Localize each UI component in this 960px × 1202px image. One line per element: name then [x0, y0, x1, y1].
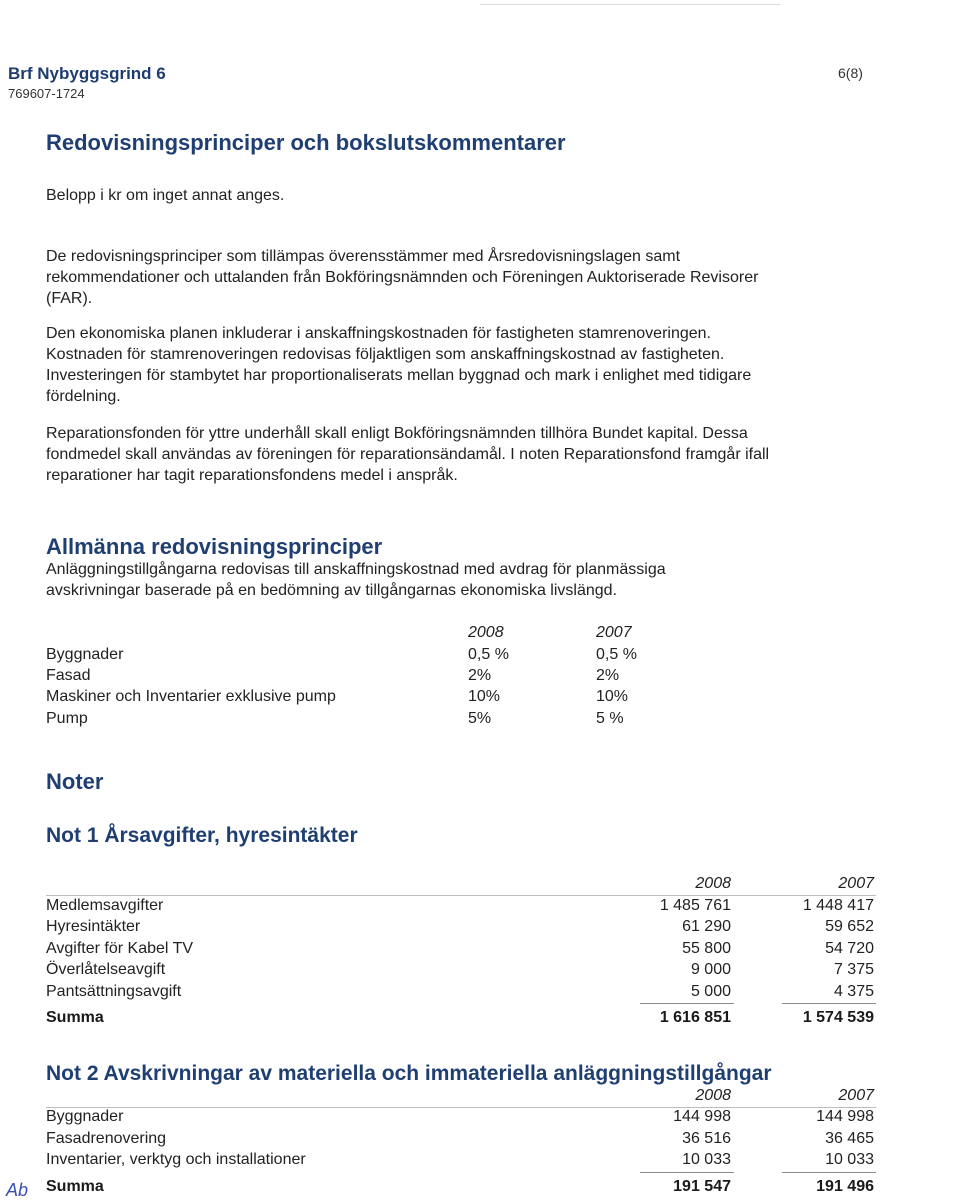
general-principles-heading: Allmänna redovisningsprinciper [46, 534, 383, 559]
row-label: Medlemsavgifter [46, 897, 164, 914]
note1-header-rule [46, 895, 876, 896]
value-2007: 1 448 417 [802, 897, 874, 914]
rate-label: Maskiner och Inventarier exklusive pump [46, 688, 336, 705]
rate-2008: 10% [468, 688, 501, 705]
paragraph-line: De redovisningsprinciper som tillämpas överensstämmer med Årsredovisningslagen samt [46, 248, 681, 265]
paragraph-line: fördelning. [46, 388, 121, 405]
note1-sum-rule-2008 [640, 1003, 734, 1004]
value-2007: 144 998 [816, 1108, 874, 1125]
rate-2008: 5% [468, 710, 492, 727]
value-2008: 61 290 [682, 918, 731, 935]
general-principles-text [46, 559, 906, 601]
value-2007: 59 652 [825, 918, 874, 935]
value-2007: 36 465 [825, 1130, 874, 1147]
row-label: Pantsättningsavgift [46, 983, 182, 1000]
handwritten-initials: Ab [6, 1180, 29, 1200]
value-2008: 36 516 [682, 1130, 731, 1147]
rate-row [46, 710, 686, 731]
value-2008: 10 033 [682, 1151, 731, 1168]
note2-year-header [46, 1087, 876, 1108]
rate-2007: 0,5 % [596, 646, 637, 663]
value-2007: 10 033 [825, 1151, 874, 1168]
rates-year-2008: 2008 [468, 624, 504, 641]
row-label: Fasadrenovering [46, 1130, 167, 1147]
scan-top-line [480, 4, 780, 5]
row-label: Hyresintäkter [46, 918, 141, 935]
rate-2007: 2% [596, 667, 620, 684]
paragraph-line: rekommendationer och uttalanden från Bokföringsnämnden och Föreningen Auktoriserade Revisorer [46, 269, 759, 286]
note1-year-2008: 2008 [695, 875, 731, 892]
paragraph-line: Investeringen för stambytet har proportionaliserats mellan byggnad och mark i enlighet med tidigare [46, 367, 752, 384]
value-2008: 9 000 [690, 961, 731, 978]
value-2008: 1 485 761 [659, 897, 731, 914]
table-row [46, 983, 876, 1004]
paragraph-principles [46, 246, 906, 309]
rates-year-2007: 2007 [596, 624, 632, 641]
page-title: Redovisningsprinciper och bokslutskommentarer [46, 130, 566, 155]
table-row [46, 961, 876, 982]
paragraph-line: (FAR). [46, 290, 93, 307]
table-row [46, 1151, 876, 1172]
association-name: Brf Nybyggsgrind 6 [8, 64, 166, 83]
note2-sum-rule-2007 [782, 1172, 876, 1173]
note2-heading: Not 2 Avskrivningar av materiella och immateriella anläggningstillgångar [46, 1062, 772, 1085]
row-label: Inventarier, verktyg och installationer [46, 1151, 306, 1168]
rate-label: Pump [46, 710, 88, 727]
sum-2007: 1 574 539 [802, 1009, 874, 1026]
paragraph-line: avskrivningar baserade på en bedömning av tillgångarnas ekonomiska livslängd. [46, 582, 618, 599]
value-2008: 5 000 [690, 983, 731, 1000]
row-label: Avgifter för Kabel TV [46, 940, 194, 957]
table-row [46, 1130, 876, 1151]
table-row [46, 940, 876, 961]
paragraph-line: Den ekonomiska planen inkluderar i anskaffningskostnaden för fastigheten stamrenoveringen. [46, 325, 711, 342]
sum-2008: 1 616 851 [659, 1009, 731, 1026]
note2-year-2008: 2008 [695, 1087, 731, 1104]
sum-2007: 191 496 [816, 1178, 874, 1195]
value-2007: 54 720 [825, 940, 874, 957]
rate-label: Byggnader [46, 646, 124, 663]
rate-row [46, 667, 686, 688]
row-label: Överlåtelseavgift [46, 961, 166, 978]
notes-heading: Noter [46, 769, 104, 794]
value-2007: 7 375 [833, 961, 874, 978]
note1-year-2007: 2007 [838, 875, 874, 892]
table-row [46, 897, 876, 918]
note1-sum-row [46, 1009, 876, 1030]
note1-heading: Not 1 Årsavgifter, hyresintäkter [46, 824, 358, 847]
org-number: 769607-1724 [8, 86, 85, 101]
note2-sum-rule-2008 [640, 1172, 734, 1173]
paragraph-line: Kostnaden för stamrenoveringen redovisas följaktligen som anskaffningskostnad av fastigheten. [46, 346, 725, 363]
sum-2008: 191 547 [673, 1178, 731, 1195]
paragraph-economic-plan [46, 323, 906, 407]
rate-2008: 0,5 % [468, 646, 509, 663]
note1-sum-rule-2007 [782, 1003, 876, 1004]
paragraph-repair-fund [46, 423, 906, 486]
table-row [46, 1108, 876, 1129]
value-2008: 144 998 [673, 1108, 731, 1125]
row-label: Byggnader [46, 1108, 124, 1125]
paragraph-line: Reparationsfonden för yttre underhåll skall enligt Bokföringsnämnden tillhöra Bundet kapital. Dessa [46, 425, 748, 442]
sum-label: Summa [46, 1009, 104, 1026]
rate-row [46, 688, 686, 709]
paragraph-line: fondmedel skall användas av föreningen för reparationsändamål. I noten Reparationsfond framgår ifall [46, 446, 770, 463]
value-2007: 4 375 [833, 983, 874, 1000]
paragraph-line: Anläggningstillgångarna redovisas till anskaffningskostnad med avdrag för planmässiga [46, 561, 666, 578]
note1-year-header [46, 875, 876, 896]
rate-2008: 2% [468, 667, 492, 684]
page-number: 6(8) [838, 65, 863, 81]
rate-row [46, 646, 686, 667]
rate-2007: 10% [596, 688, 629, 705]
amounts-note: Belopp i kr om inget annat anges. [46, 187, 285, 204]
rates-year-header [46, 624, 686, 645]
rate-2007: 5 % [596, 710, 624, 727]
sum-label: Summa [46, 1178, 104, 1195]
note2-year-2007: 2007 [838, 1087, 874, 1104]
value-2008: 55 800 [682, 940, 731, 957]
note2-sum-row [46, 1178, 876, 1199]
rate-label: Fasad [46, 667, 91, 684]
paragraph-line: reparationer har tagit reparationsfondens medel i anspråk. [46, 467, 458, 484]
table-row [46, 918, 876, 939]
